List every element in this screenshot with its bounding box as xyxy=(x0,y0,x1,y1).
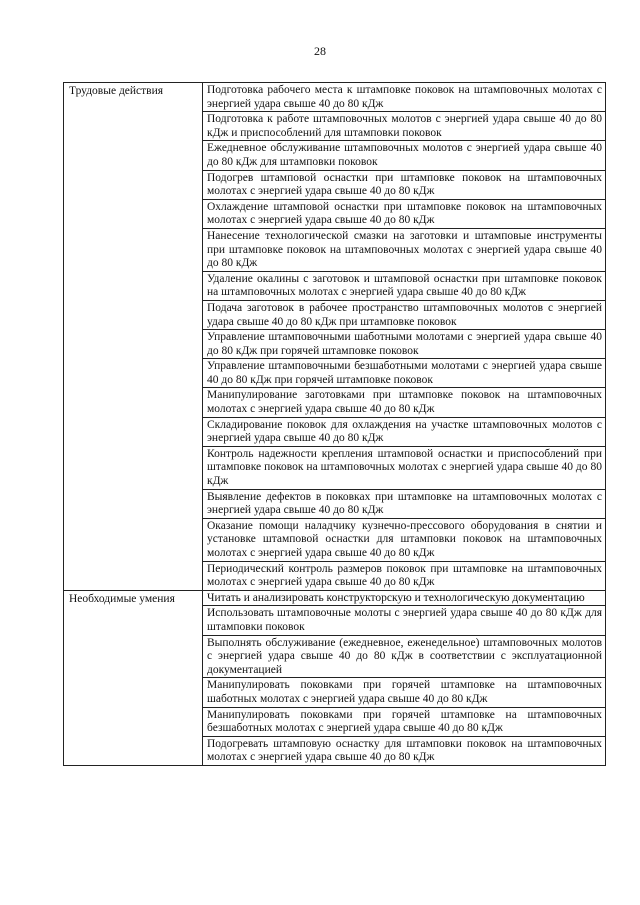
table-cell: Манипулировать поковками при горячей штамповке на штамповочных безшаботных молотах с энергией удара свыше 40 до 80 кДж xyxy=(203,708,605,737)
table-cell: Выявление дефектов в поковках при штамповке на штамповочных молотах с энергией удара свыше 40 до 80 кДж xyxy=(203,490,605,519)
table-cell: Оказание помощи наладчику кузнечно-прессового оборудования в снятии и установке штамповой оснастки для штамповки поковок на штамповочных молотах с энергией удара свыше 40 до 80 кДж xyxy=(203,519,605,562)
table-cell: Контроль надежности крепления штамповой оснастки и приспособлений при штамповке поковок на штамповочных молотах с энергией удара свыше 40 до 80 кДж xyxy=(203,447,605,490)
table-cell: Складирование поковок для охлаждения на участке штамповочных молотов с энергией удара свыше 40 до 80 кДж xyxy=(203,418,605,447)
table-cell: Нанесение технологической смазки на заготовки и штамповые инструменты при штамповке поковок на штамповочных молотах с энергией удара свыше 40 до 80 кДж xyxy=(203,229,605,272)
table-cell: Управление штамповочными безшаботными молотами с энергией удара свыше 40 до 80 кДж при горячей штамповке поковок xyxy=(203,359,605,388)
table-cell: Ежедневное обслуживание штамповочных молотов с энергией удара свыше 40 до 80 кДж для штамповки поковок xyxy=(203,141,605,170)
table-cell: Удаление окалины с заготовок и штамповой оснастки при штамповке поковок на штамповочных молотах с энергией удара свыше 40 до 80 кДж xyxy=(203,272,605,301)
page-number: 28 xyxy=(314,44,326,58)
table-cell: Подогревать штамповую оснастку для штамповки поковок на штамповочных молотах с энергией удара свыше 40 до 80 кДж xyxy=(207,737,602,764)
table-cell: Охлаждение штамповой оснастки при штамповке поковок на штамповочных молотах с энергией удара свыше 40 до 80 кДж xyxy=(203,200,605,229)
table-cell: Выполнять обслуживание (ежедневное, еженедельное) штамповочных молотов с энергией удара свыше 40 до 80 кДж в соответствии с эксплуатационной документацией xyxy=(203,636,605,679)
group-label: Необходимые умения xyxy=(64,591,203,765)
table-cell: Подготовка рабочего места к штамповке поковок на штамповочных молотах с энергией удара свыше 40 до 80 кДж xyxy=(203,83,605,112)
requirements-table xyxy=(63,82,606,766)
table-cell: Периодический контроль размеров поковок при штамповке на штамповочных молотах с энергией удара свыше 40 до 80 кДж xyxy=(207,562,602,589)
table-cell: Подготовка к работе штамповочных молотов с энергией удара свыше 40 до 80 кДж и приспособлений для штамповки поковок xyxy=(203,112,605,141)
group-items xyxy=(203,83,605,590)
table-cell: Манипулирование заготовками при штамповке поковок на штамповочных молотах с энергией удара свыше 40 до 80 кДж xyxy=(203,388,605,417)
group-items xyxy=(203,591,605,765)
table-cell: Подогрев штамповой оснастки при штамповке поковок на штамповочных молотах с энергией удара свыше 40 до 80 кДж xyxy=(203,171,605,200)
table-cell: Управление штамповочными шаботными молотами с энергией удара свыше 40 до 80 кДж при горячей штамповке поковок xyxy=(203,330,605,359)
table-cell: Использовать штамповочные молоты с энергией удара свыше 40 до 80 кДж для штамповки поковок xyxy=(203,606,605,635)
group-labor-actions xyxy=(64,83,605,591)
table-cell: Читать и анализировать конструкторскую и технологическую документацию xyxy=(203,591,605,607)
group-label: Трудовые действия xyxy=(64,83,203,590)
table-cell: Подача заготовок в рабочее пространство штамповочных молотов с энергией удара свыше 40 до 80 кДж при штамповке поковок xyxy=(203,301,605,330)
group-required-skills xyxy=(64,591,605,766)
table-cell: Манипулировать поковками при горячей штамповке на штамповочных шаботных молотах с энергией удара свыше 40 до 80 кДж xyxy=(203,678,605,707)
